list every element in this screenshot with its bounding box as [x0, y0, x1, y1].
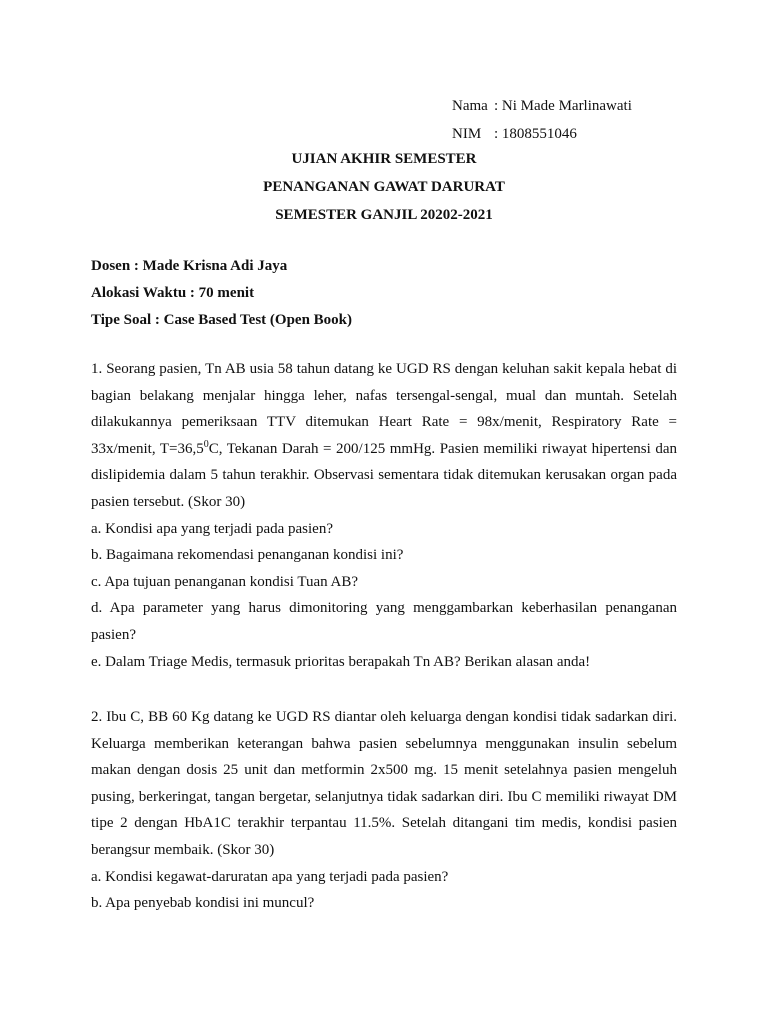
question-2	[91, 704, 677, 917]
student-identity	[452, 92, 632, 148]
question-1d: d. Apa parameter yang harus dimonitoring yang menggambarkan keberhasilan penanganan pasien?	[91, 600, 677, 643]
question-2a: a. Kondisi kegawat-daruratan apa yang terjadi pada pasien?	[91, 868, 449, 885]
question-1-stem-part1: 1. Seorang pasien, Tn AB usia 58 tahun datang ke UGD RS dengan keluhan sakit kepala hebat di bagian belakang menjalar hingga leher, nafas tersengal-sengal, mual dan muntah. Setelah dilakukannya pemeriksaan TTV ditemukan Heart Rate = 98x/menit, Respiratory Rate = 33x/menit, T=36,5	[91, 361, 677, 457]
question-1	[91, 356, 677, 675]
exam-title-block	[0, 145, 768, 229]
question-type: Tipe Soal : Case Based Test (Open Book)	[91, 312, 353, 328]
semester-title: SEMESTER GANJIL 20202-2021	[275, 207, 493, 223]
exam-title: UJIAN AKHIR SEMESTER	[291, 151, 477, 167]
name-value: : Ni Made Marlinawati	[494, 98, 632, 114]
lecturer: Dosen : Made Krisna Adi Jaya	[91, 258, 288, 274]
question-1-stem-part2: C, Tekanan Darah = 200/125 mmHg. Pasien memiliki riwayat hipertensi dan dislipidemia dalam 5 tahun terakhir. Observasi sementara tidak ditemukan kerusakan organ pada pasien tersebut. (Skor 30)	[91, 440, 677, 510]
question-2-stem: 2. Ibu C, BB 60 Kg datang ke UGD RS diantar oleh keluarga dengan kondisi tidak sadarkan diri. Keluarga memberikan keterangan bahwa pasien sebelumnya menggunakan insulin sebelum makan dengan dosis 25 unit dan metformin 2x500 mg. 15 menit setelahnya pasien mengeluh pusing, berkeringat, tangan bergetar, selanjutnya tidak sadarkan diri. Ibu C memiliki riwayat DM tipe 2 dengan HbA1C terakhir terpantau 11.5%. Setelah ditangani tim medis, kondisi pasien berangsur membaik. (Skor 30)	[91, 709, 677, 858]
nim-value: : 1808551046	[494, 126, 577, 142]
question-1b: b. Bagaimana rekomendasi penanganan kondisi ini?	[91, 547, 404, 564]
name-label: Nama	[452, 98, 488, 114]
question-1c: c. Apa tujuan penanganan kondisi Tuan AB?	[91, 573, 359, 590]
exam-meta	[91, 253, 352, 334]
degree-superscript: 0	[203, 438, 209, 450]
course-title: PENANGANAN GAWAT DARURAT	[263, 179, 505, 195]
question-1-stem	[91, 356, 677, 516]
nim-label: NIM	[452, 126, 482, 142]
question-1e: e. Dalam Triage Medis, termasuk prioritas berapakah Tn AB? Berikan alasan anda!	[91, 653, 591, 670]
question-1a: a. Kondisi apa yang terjadi pada pasien?	[91, 520, 333, 537]
name-row	[452, 92, 632, 120]
nim-row	[452, 120, 632, 148]
time-allocation: Alokasi Waktu : 70 menit	[91, 285, 255, 301]
question-2b: b. Apa penyebab kondisi ini muncul?	[91, 895, 315, 912]
